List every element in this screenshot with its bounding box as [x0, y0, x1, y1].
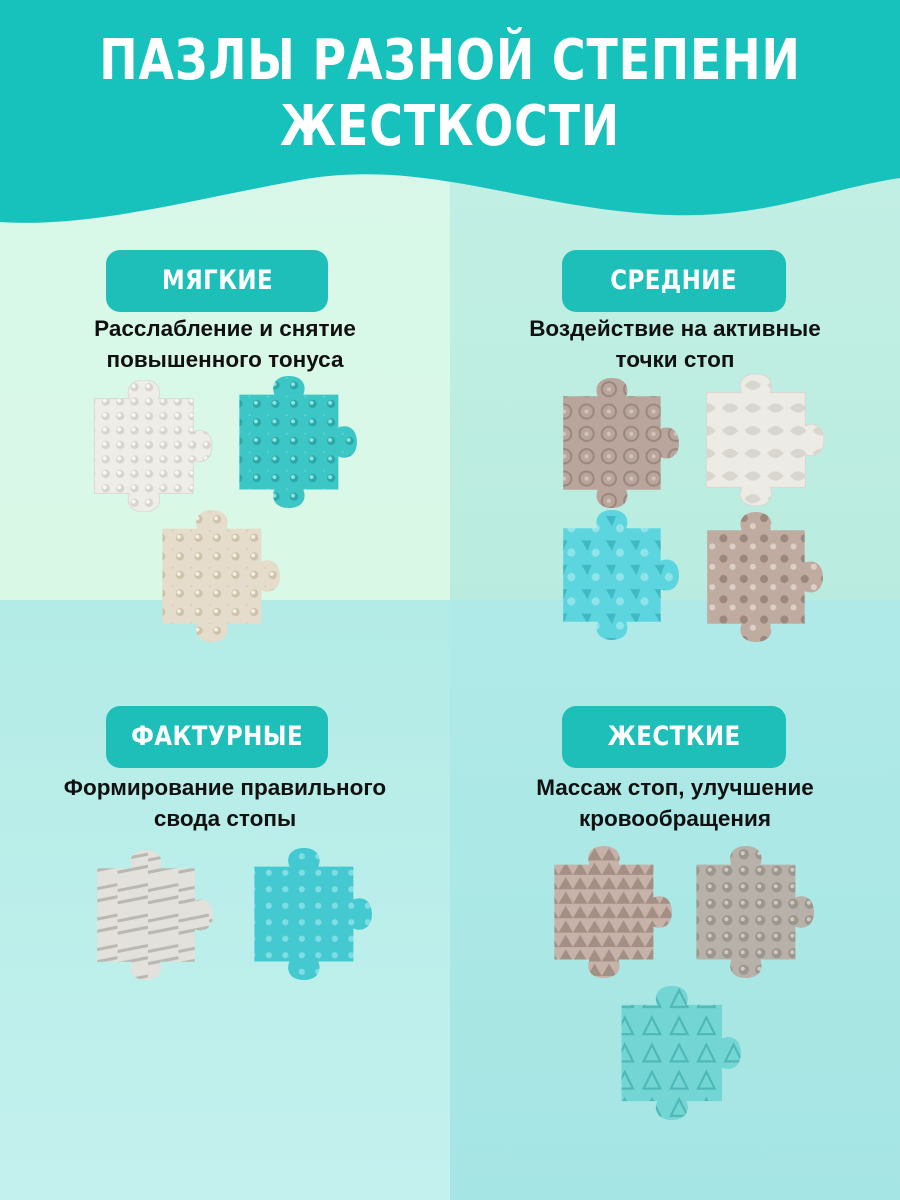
beige-dotted-puzzle-piece	[148, 510, 284, 642]
medium-label-badge	[562, 250, 786, 312]
soft-description	[0, 313, 450, 375]
white-floral-puzzle-piece	[80, 380, 216, 512]
medium-label-text: СРЕДНИЕ	[610, 265, 738, 296]
blue-shapes-puzzle-piece	[548, 510, 684, 640]
taupe-textured-puzzle-piece	[548, 378, 684, 508]
page-title	[81, 28, 819, 160]
soft-label-text: МЯГКИЕ	[161, 265, 273, 296]
turquoise-starfish-puzzle-piece	[240, 848, 376, 980]
hard-label-text: ЖЕСТКИЕ	[607, 721, 741, 752]
textured-label-text: ФАКТУРНЫЕ	[131, 721, 303, 752]
medium-description	[450, 313, 900, 375]
white-log-puzzle-piece	[82, 850, 218, 980]
soft-description-line-1: Расслабление и снятие	[94, 316, 356, 341]
grey-pebble-puzzle-piece	[682, 846, 818, 978]
turquoise-dotted-puzzle-piece	[225, 376, 361, 508]
textured-label-badge	[106, 706, 328, 768]
taupe-spiked-puzzle-piece	[540, 846, 676, 978]
soft-description-line-2: повышенного тонуса	[106, 347, 344, 372]
hard-description-line-2: кровообращения	[579, 806, 771, 831]
textured-description	[0, 772, 450, 834]
taupe-shapes-puzzle-piece	[692, 512, 828, 642]
white-textured-puzzle-piece	[692, 374, 828, 506]
textured-description-line-2: свода стопы	[153, 806, 297, 831]
title-line-1: ПАЗЛЫ РАЗНОЙ СТЕПЕНИ	[99, 28, 801, 93]
textured-description-line-1: Формирование правильного	[63, 775, 387, 800]
hard-description	[450, 772, 900, 834]
medium-description-line-2: точки стоп	[615, 347, 735, 372]
hard-label-badge	[562, 706, 786, 768]
soft-label-badge	[106, 250, 328, 312]
turquoise-seashell-puzzle-piece	[606, 986, 746, 1120]
medium-description-line-1: Воздействие на активные	[529, 316, 821, 341]
section-textured-background	[0, 600, 450, 1200]
title-line-2: ЖЕСТКОСТИ	[279, 94, 621, 159]
hard-description-line-1: Массаж стоп, улучшение	[536, 775, 814, 800]
